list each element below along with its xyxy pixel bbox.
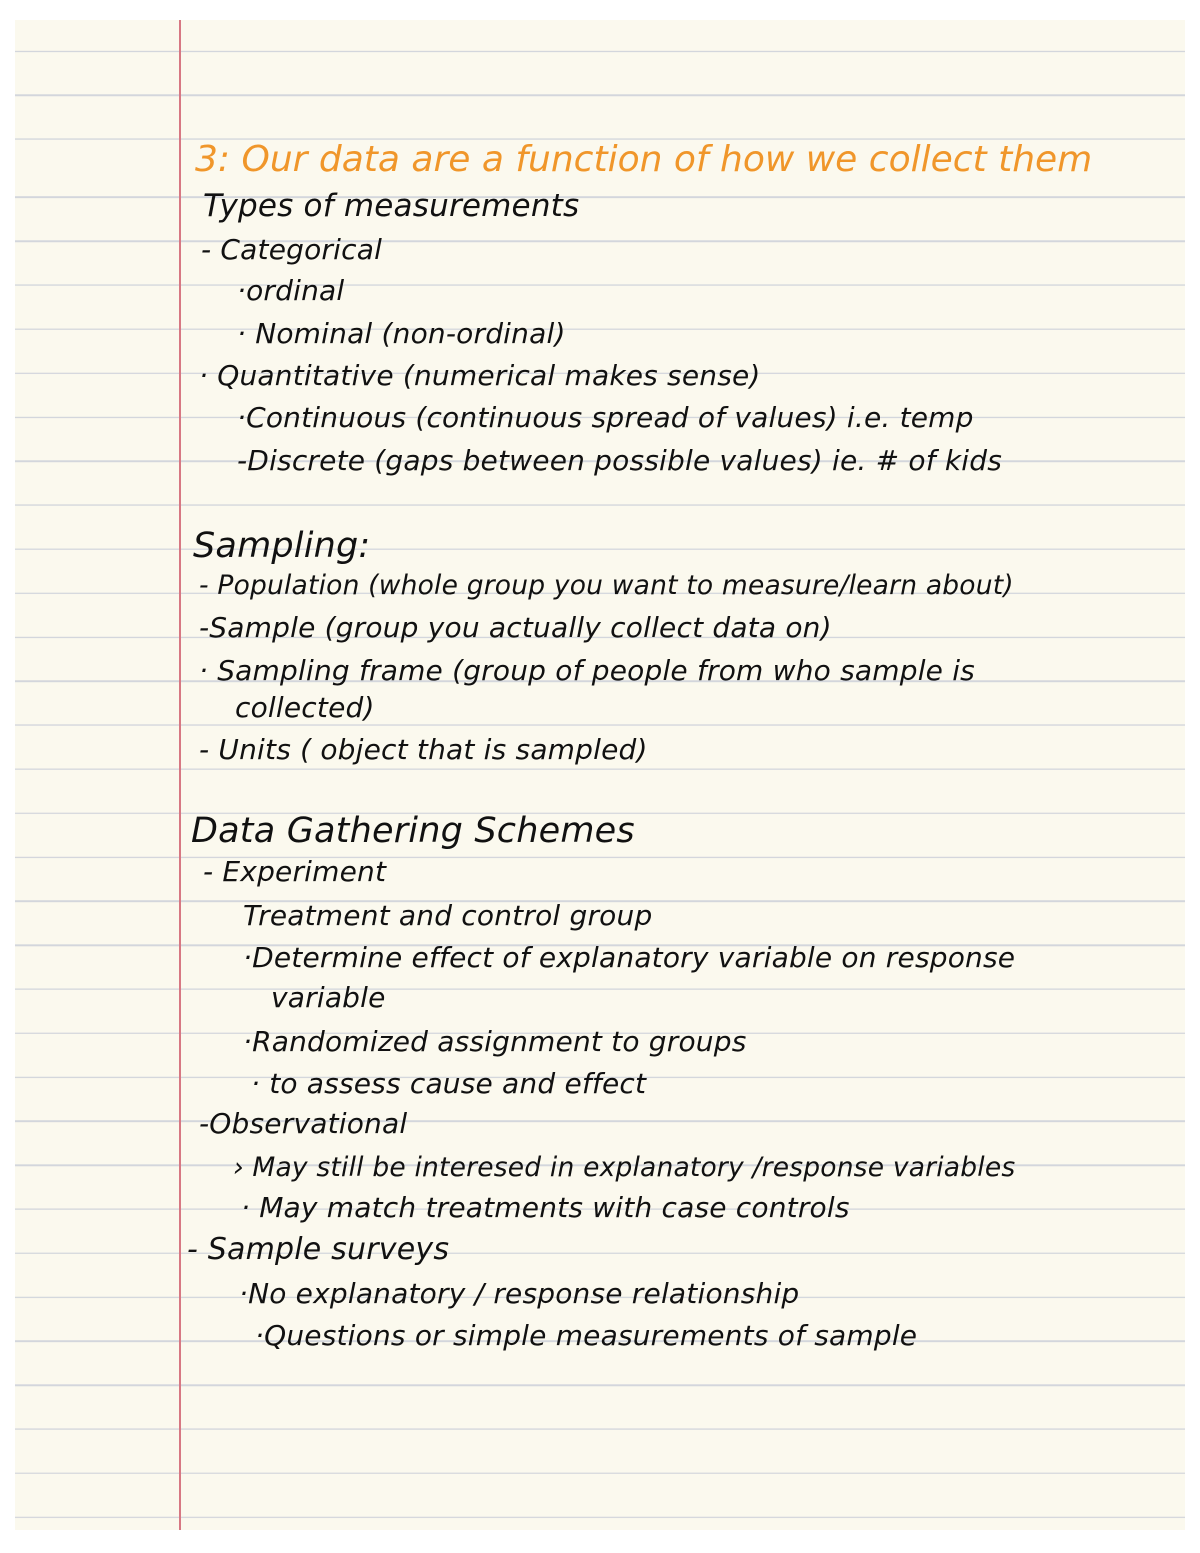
note-line: - Units ( object that is sampled)	[199, 733, 648, 766]
note-line: · to assess cause and effect	[251, 1067, 647, 1100]
note-line: -Observational	[199, 1107, 408, 1140]
notebook-page	[15, 20, 1185, 1530]
note-line: -Discrete (gaps between possible values) ie. # of kids	[237, 444, 1003, 477]
note-line: - Population (whole group you want to measure/learn about)	[199, 570, 1014, 601]
note-line: - Experiment	[203, 855, 387, 888]
note-line: · May match treatments with case controls	[241, 1191, 850, 1224]
note-line: · Quantitative (numerical makes sense)	[199, 359, 761, 392]
note-line: -Sample (group you actually collect data on)	[199, 611, 832, 644]
note-line: ·Continuous (continuous spread of values) i.e. temp	[237, 401, 974, 434]
margin-line	[179, 20, 181, 1530]
note-line: · Sampling frame (group of people from who sample is	[199, 654, 975, 687]
section-heading-measurements: Types of measurements	[203, 188, 580, 224]
note-line: › May still be interesed in explanatory /response variables	[233, 1152, 1016, 1183]
section-heading-sampling: Sampling:	[193, 526, 371, 566]
note-line: · Nominal (non-ordinal)	[237, 317, 566, 350]
page-title: 3: Our data are a function of how we collect them	[195, 139, 1093, 180]
note-line: collected)	[235, 691, 375, 724]
note-line: ·No explanatory / response relationship	[239, 1277, 800, 1310]
note-line: Treatment and control group	[243, 899, 653, 932]
note-line: - Sample surveys	[187, 1232, 450, 1267]
note-line: ·Determine effect of explanatory variable on response	[243, 941, 1016, 974]
note-line: variable	[271, 981, 386, 1014]
note-line: ·Randomized assignment to groups	[243, 1025, 747, 1058]
note-line: ·ordinal	[237, 274, 345, 307]
section-heading-data-gathering: Data Gathering Schemes	[191, 811, 635, 851]
note-line: ·Questions or simple measurements of sample	[255, 1319, 918, 1352]
note-line: - Categorical	[201, 233, 383, 266]
